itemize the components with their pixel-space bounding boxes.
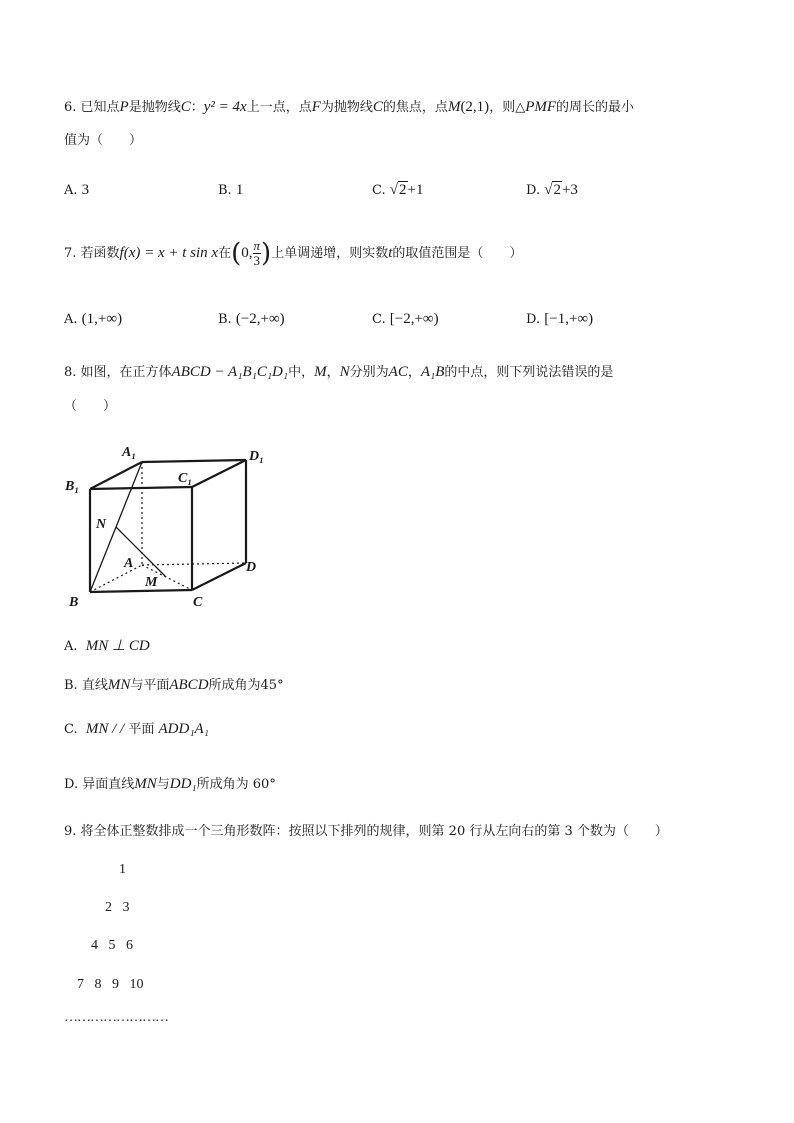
label-b: B [69,595,79,610]
q6-stem-line2: 值为（ ） [64,133,143,148]
q8-option-a[interactable]: A. MN ⊥ CD [64,638,150,654]
edge-c1-d1 [192,460,246,487]
q7-stem: 7. 若函数f(x) = x + t sin x在(0, $\frac{\pi}{3}$ )上单调递增，则实数t的取值范围是（ ） [64,238,523,269]
q8-option-b[interactable]: B. 直线MN与平面ABCD所成角为45° [64,677,284,693]
q6-option-d[interactable]: D. √2+3 [526,182,578,198]
q6-option-a[interactable]: A. 3 [64,182,90,198]
q7-option-a[interactable]: A. (1,+∞) [64,311,123,327]
label-m: M [145,575,158,590]
q8-option-c[interactable]: C. MN / / 平面 ADD₁A₁ [64,721,209,737]
edge-b1-a1 [90,462,142,489]
q6-option-c[interactable]: C. √2+1 [372,182,424,198]
edge-b-a-hidden [90,565,142,592]
triangle-row-4: 7 8 9 10 [77,977,144,992]
label-d: D [246,560,257,575]
edge-b-c [90,590,192,592]
label-n: N [96,517,107,532]
triangle-row-3: 4 5 6 [91,938,133,953]
label-d1: D₁ [249,449,264,464]
cube-figure [60,440,280,615]
q8-stem-line1: 8. 如图，在正方体ABCD − A₁B₁C₁D₁中，M，N分别为AC，A₁B的中点，则下列说法错误的是 [64,364,614,380]
q9-stem: 9. 将全体正整数排成一个三角形数阵：按照以下排列的规律，则第 20 行从左向右的第 3 个数为（ ） [64,824,668,839]
q6-stem-line1: 6. 已知点P是抛物线C：y² = 4x上一点，点F为抛物线C的焦点，点M(2,1)，则△PMF的周长的最小 [64,99,635,115]
edge-a-d-hidden [142,563,246,565]
triangle-row-2: 2 3 [105,900,130,915]
ellipsis-dots: …………………… [64,1010,168,1025]
label-a1: A₁ [122,445,137,460]
label-c: C [193,595,203,610]
label-b1: B₁ [65,479,80,494]
label-c1: C₁ [178,471,193,486]
q6-option-b[interactable]: B. 1 [218,182,244,198]
edge-b1-c1 [90,487,192,489]
q7-option-b[interactable]: B. (−2,+∞) [218,311,285,327]
edge-c-d [192,563,246,590]
q7-option-c[interactable]: C. [−2,+∞) [372,311,439,327]
triangle-row-1: 1 [119,862,126,877]
q7-option-d[interactable]: D. [−1,+∞) [526,311,594,327]
label-a: A [124,556,134,571]
edge-a1-d1 [142,460,246,462]
pi-over-3-fraction: $\frac{\pi}{3}$ [253,238,261,268]
q8-stem-line2: （ ） [64,399,117,414]
q8-option-d[interactable]: D. 异面直线MN与DD₁所成角为 60° [64,776,276,792]
